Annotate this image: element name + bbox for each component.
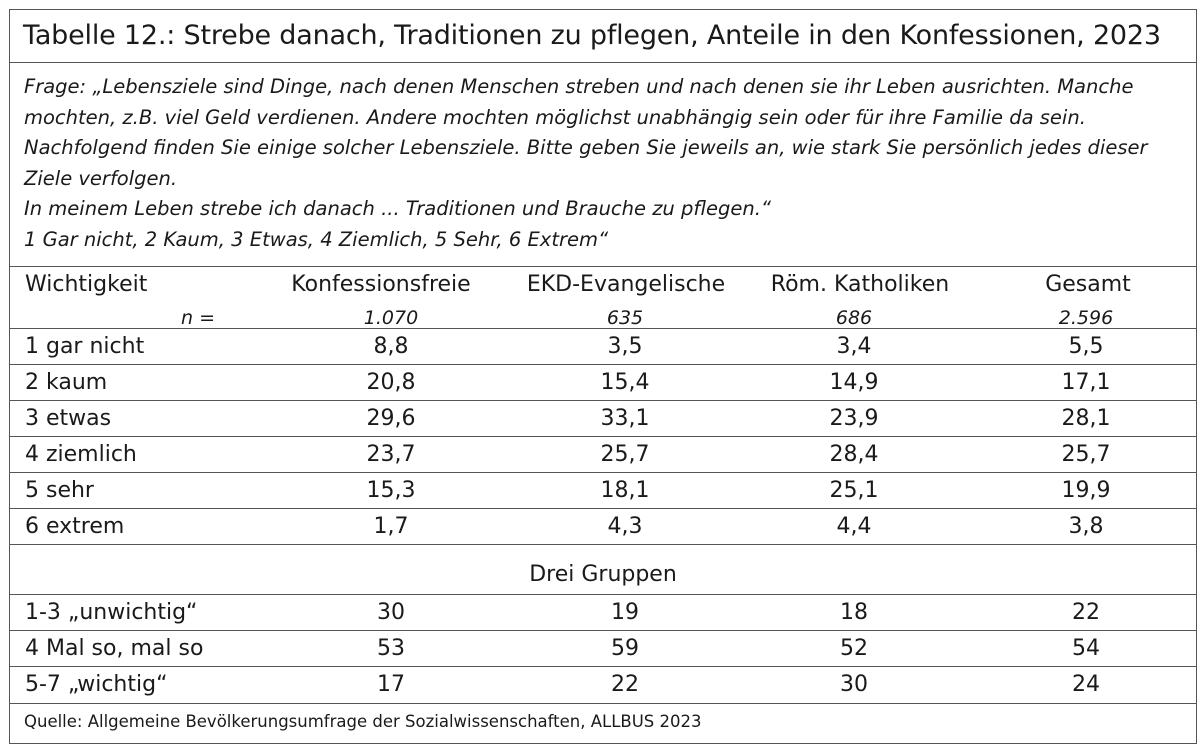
table-cell: 2 kaum: [25, 370, 108, 395]
table-cell: 54: [1072, 636, 1100, 661]
table-row: [10, 508, 1196, 544]
table-cell: n =: [180, 307, 215, 329]
source-note: Quelle: Allgemeine Bevölkerungsumfrage der Sozialwissenschaften, ALLBUS 2023: [10, 703, 1196, 739]
table-cell: 3,8: [1068, 514, 1104, 539]
header-cell: Wichtigkeit: [25, 272, 148, 297]
question-text: [10, 62, 1196, 266]
table-cell: 6 extrem: [25, 514, 125, 539]
table-cell: 23,7: [366, 442, 416, 467]
table-row: [10, 472, 1196, 508]
table-cell: 635: [606, 307, 644, 329]
table-cell: 25,1: [829, 478, 879, 503]
table-cell: 28,4: [829, 442, 879, 467]
table-cell: 22: [1072, 600, 1100, 625]
table-cell: 29,6: [366, 406, 416, 431]
header-row: [10, 266, 1196, 302]
table-cell: 28,1: [1061, 406, 1111, 431]
table-cell: 2.596: [1058, 307, 1114, 329]
table-cell: 3,5: [607, 334, 643, 359]
table-cell: 24: [1072, 672, 1100, 697]
table-row: [10, 328, 1196, 364]
table-cell: 5-7 „wichtig“: [25, 672, 168, 697]
table-cell: 30: [377, 600, 405, 625]
table-row: [10, 436, 1196, 472]
table-cell: 53: [377, 636, 405, 661]
table-cell: 19,9: [1061, 478, 1111, 503]
header-cell: Röm. Katholiken: [770, 272, 950, 297]
question-line: 1 Gar nicht, 2 Kaum, 3 Etwas, 4 Ziemlich, 5 Sehr, 6 Extrem“: [24, 227, 609, 251]
table-cell: 17,1: [1061, 370, 1111, 395]
table-cell: 25,7: [600, 442, 650, 467]
table-cell: 18: [840, 600, 868, 625]
table-cell: 5,5: [1068, 334, 1104, 359]
table-row: [10, 400, 1196, 436]
table-cell: 4 Mal so, mal so: [25, 636, 204, 661]
table-row: [10, 630, 1196, 666]
question-line: Nachfolgend finden Sie einige solcher Lebensziele. Bitte geben Sie jeweils an, wie stark Sie persönlich jedes dieser: [24, 136, 1148, 160]
table-cell: 19: [611, 600, 639, 625]
table-cell: 1,7: [373, 514, 409, 539]
table-cell: 22: [611, 672, 639, 697]
header-cell: Konfessionsfreie: [291, 272, 471, 297]
header-cell: EKD-Evangelische: [526, 272, 726, 297]
table-cell: 4,4: [836, 514, 872, 539]
question-line: Ziele verfolgen.: [24, 166, 178, 190]
question-line: Frage: „Lebensziele sind Dinge, nach denen Menschen streben und nach denen sie ihr Leben ausrichten. Manche: [24, 75, 1134, 98]
table-row: [10, 666, 1196, 702]
table-cell: 25,7: [1061, 442, 1111, 467]
table-title: Tabelle 12.: Strebe danach, Traditionen zu pflegen, Anteile in den Konfessionen, 2023: [23, 20, 1161, 51]
table-row: [10, 594, 1196, 630]
table-cell: 1 gar nicht: [25, 334, 145, 359]
table-cell: 4 ziemlich: [25, 442, 137, 467]
header-cell: Gesamt: [1045, 272, 1131, 297]
table-cell: 17: [377, 672, 405, 697]
table-cell: 15,3: [366, 478, 416, 503]
table-cell: 20,8: [366, 370, 416, 395]
table-cell: 52: [840, 636, 868, 661]
table-cell: 5 sehr: [25, 478, 94, 503]
table-row: [10, 364, 1196, 400]
table-cell: 1-3 „unwichtig“: [25, 600, 198, 625]
groups-label: Drei Gruppen: [10, 544, 1196, 603]
table-cell: 686: [835, 307, 873, 329]
table-cell: 23,9: [829, 406, 879, 431]
table-cell: 3 etwas: [25, 406, 112, 431]
table-cell: 14,9: [829, 370, 879, 395]
question-line: mochten, z.B. viel Geld verdienen. Andere mochten möglichst unabhängig sein oder für ihre Familie da sein.: [24, 105, 1086, 129]
table-cell: 30: [840, 672, 868, 697]
table-cell: 1.070: [363, 307, 419, 329]
table-cell: 15,4: [600, 370, 650, 395]
table-cell: 59: [611, 636, 639, 661]
table-cell: 4,3: [607, 514, 643, 539]
question-line: In meinem Leben strebe ich danach ... Traditionen und Brauche zu pflegen.“: [24, 197, 771, 221]
table-cell: 33,1: [600, 406, 650, 431]
table-cell: 8,8: [373, 334, 409, 359]
table-cell: 3,4: [836, 334, 872, 359]
data-table: [9, 9, 1197, 744]
table-cell: 18,1: [600, 478, 650, 503]
